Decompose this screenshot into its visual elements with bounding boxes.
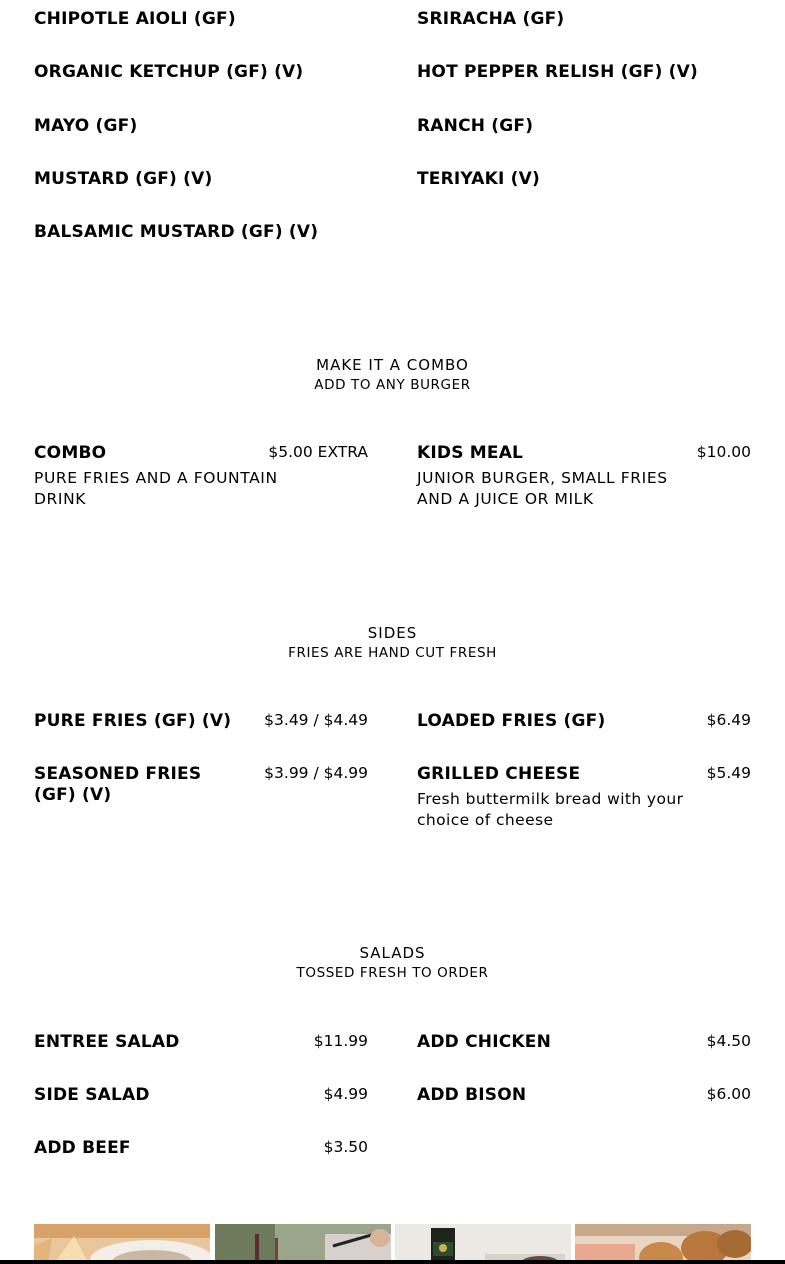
bottle-photo[interactable] bbox=[395, 1224, 571, 1264]
sauce-item: TERIYAKI (V) bbox=[417, 169, 540, 189]
sauce-item: SRIRACHA (GF) bbox=[417, 9, 565, 29]
sides-section-subtitle: FRIES ARE HAND CUT FRESH bbox=[288, 645, 497, 661]
menu-item-price: $4.50 bbox=[706, 1032, 751, 1050]
bottom-bar bbox=[0, 1260, 785, 1264]
menu-item-description: Fresh buttermilk bread with your choice of cheese bbox=[417, 790, 684, 829]
sauce-item: MAYO (GF) bbox=[34, 116, 138, 136]
sliders-photo[interactable] bbox=[575, 1224, 751, 1264]
salads-section-title: SALADS bbox=[359, 944, 426, 962]
menu-item-price: $3.49 / $4.49 bbox=[264, 711, 368, 729]
menu-item-price: $11.99 bbox=[313, 1032, 368, 1050]
menu-item-price: $4.99 bbox=[323, 1085, 368, 1103]
menu-item-name: ADD BISON bbox=[417, 1085, 527, 1105]
menu-item-name: LOADED FRIES (GF) bbox=[417, 711, 606, 731]
sauce-item: CHIPOTLE AIOLI (GF) bbox=[34, 9, 236, 29]
menu-item-price: $6.49 bbox=[706, 711, 751, 729]
menu-item-price: $6.00 bbox=[706, 1085, 751, 1103]
sauce-item: BALSAMIC MUSTARD (GF) (V) bbox=[34, 222, 319, 242]
combo-section-subtitle: ADD TO ANY BURGER bbox=[314, 377, 471, 393]
menu-item-price: $5.00 EXTRA bbox=[268, 443, 368, 461]
menu-item-name: ADD CHICKEN bbox=[417, 1032, 552, 1052]
menu-item-name: SIDE SALAD bbox=[34, 1085, 150, 1105]
sauce-item: MUSTARD (GF) (V) bbox=[34, 169, 213, 189]
photo-gallery bbox=[34, 1224, 750, 1264]
menu-item-price: $3.99 / $4.99 bbox=[264, 764, 368, 782]
menu-item-description: JUNIOR BURGER, SMALL FRIES AND A JUICE OR MILK bbox=[417, 469, 668, 508]
sides-section-title: SIDES bbox=[367, 624, 418, 642]
fries-photo[interactable] bbox=[34, 1224, 210, 1264]
menu-item-name: ENTREE SALAD bbox=[34, 1032, 180, 1052]
menu-item-price: $5.49 bbox=[706, 764, 751, 782]
menu-item-name: ADD BEEF bbox=[34, 1138, 131, 1158]
menu-item-price: $3.50 bbox=[323, 1138, 368, 1156]
menu-item-name: SEASONED FRIES (GF) (V) bbox=[34, 764, 202, 805]
menu-item-name: COMBO bbox=[34, 443, 107, 463]
sauce-item: RANCH (GF) bbox=[417, 116, 534, 136]
menu-item-price: $10.00 bbox=[696, 443, 751, 461]
combo-section-title: MAKE IT A COMBO bbox=[316, 356, 469, 374]
sauce-item: HOT PEPPER RELISH (GF) (V) bbox=[417, 62, 698, 82]
menu-item-name: KIDS MEAL bbox=[417, 443, 524, 463]
drink-photo[interactable] bbox=[215, 1224, 391, 1264]
menu-item-description: PURE FRIES AND A FOUNTAIN DRINK bbox=[34, 469, 278, 508]
menu-item-name: GRILLED CHEESE bbox=[417, 764, 581, 784]
sauce-item: ORGANIC KETCHUP (GF) (V) bbox=[34, 62, 304, 82]
menu-item-name: PURE FRIES (GF) (V) bbox=[34, 711, 232, 731]
salads-section-subtitle: TOSSED FRESH TO ORDER bbox=[296, 965, 489, 981]
